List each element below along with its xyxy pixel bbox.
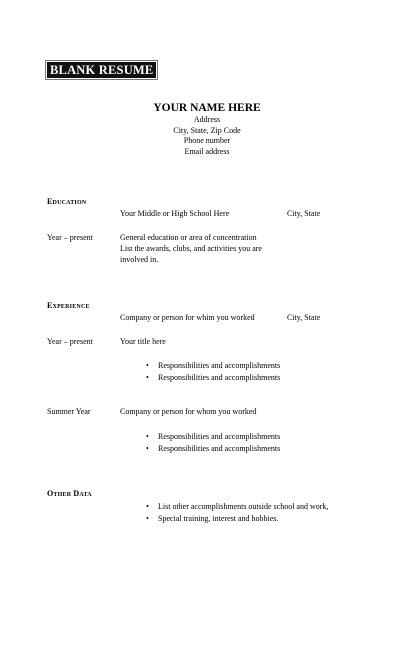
education-line: List the awards, clubs, and activities you are (120, 244, 262, 253)
bullet-icon: • (146, 443, 149, 453)
job2-date: Summer Year (47, 407, 91, 416)
list-item: • Responsibilities and accomplishments (146, 372, 281, 382)
city-line: City, State, Zip Code (173, 125, 241, 135)
job1-company: Company or person for whim you worked (120, 313, 255, 322)
job1-location: City, State (287, 313, 321, 322)
other-bullet-list (146, 501, 328, 524)
education-line: General education or area of concentration (120, 233, 257, 242)
job1-title: Your title here (120, 337, 166, 346)
experience-heading: Experience (47, 301, 90, 310)
resume-header (0, 101, 408, 157)
bullet-icon: • (146, 432, 149, 441)
list-item: • Responsibilities and accomplishments (146, 361, 281, 370)
education-heading: Education (47, 197, 87, 206)
address-line: Address (193, 115, 221, 124)
bullet-icon: • (146, 513, 149, 523)
school-location: City, State (287, 209, 321, 218)
email-line: Email address (184, 146, 230, 156)
bullet-icon: • (146, 502, 149, 511)
education-date: Year – present (47, 233, 93, 242)
phone-line: Phone number (183, 136, 231, 145)
list-item: • Responsibilities and accomplishments (146, 432, 281, 441)
education-line: involved in. (120, 255, 159, 264)
school-name: Your Middle or High School Here (120, 209, 230, 218)
bullet-icon: • (146, 372, 149, 382)
bullet-icon: • (146, 361, 149, 370)
full-name: YOUR NAME HERE (153, 102, 261, 114)
job1-bullet-list (146, 360, 280, 383)
job1-date: Year – present (47, 337, 93, 346)
list-item: • List other accomplishments outside school and work, (146, 502, 329, 511)
job2-company: Company or person for whom you worked (120, 407, 257, 416)
page-banner: BLANK RESUME (47, 62, 156, 78)
job2-bullet-list (146, 431, 280, 454)
other-data-heading: Other Data (47, 489, 92, 498)
list-item: • Responsibilities and accomplishments (146, 443, 281, 453)
list-item: • Special training, interest and hobbies. (146, 513, 279, 523)
